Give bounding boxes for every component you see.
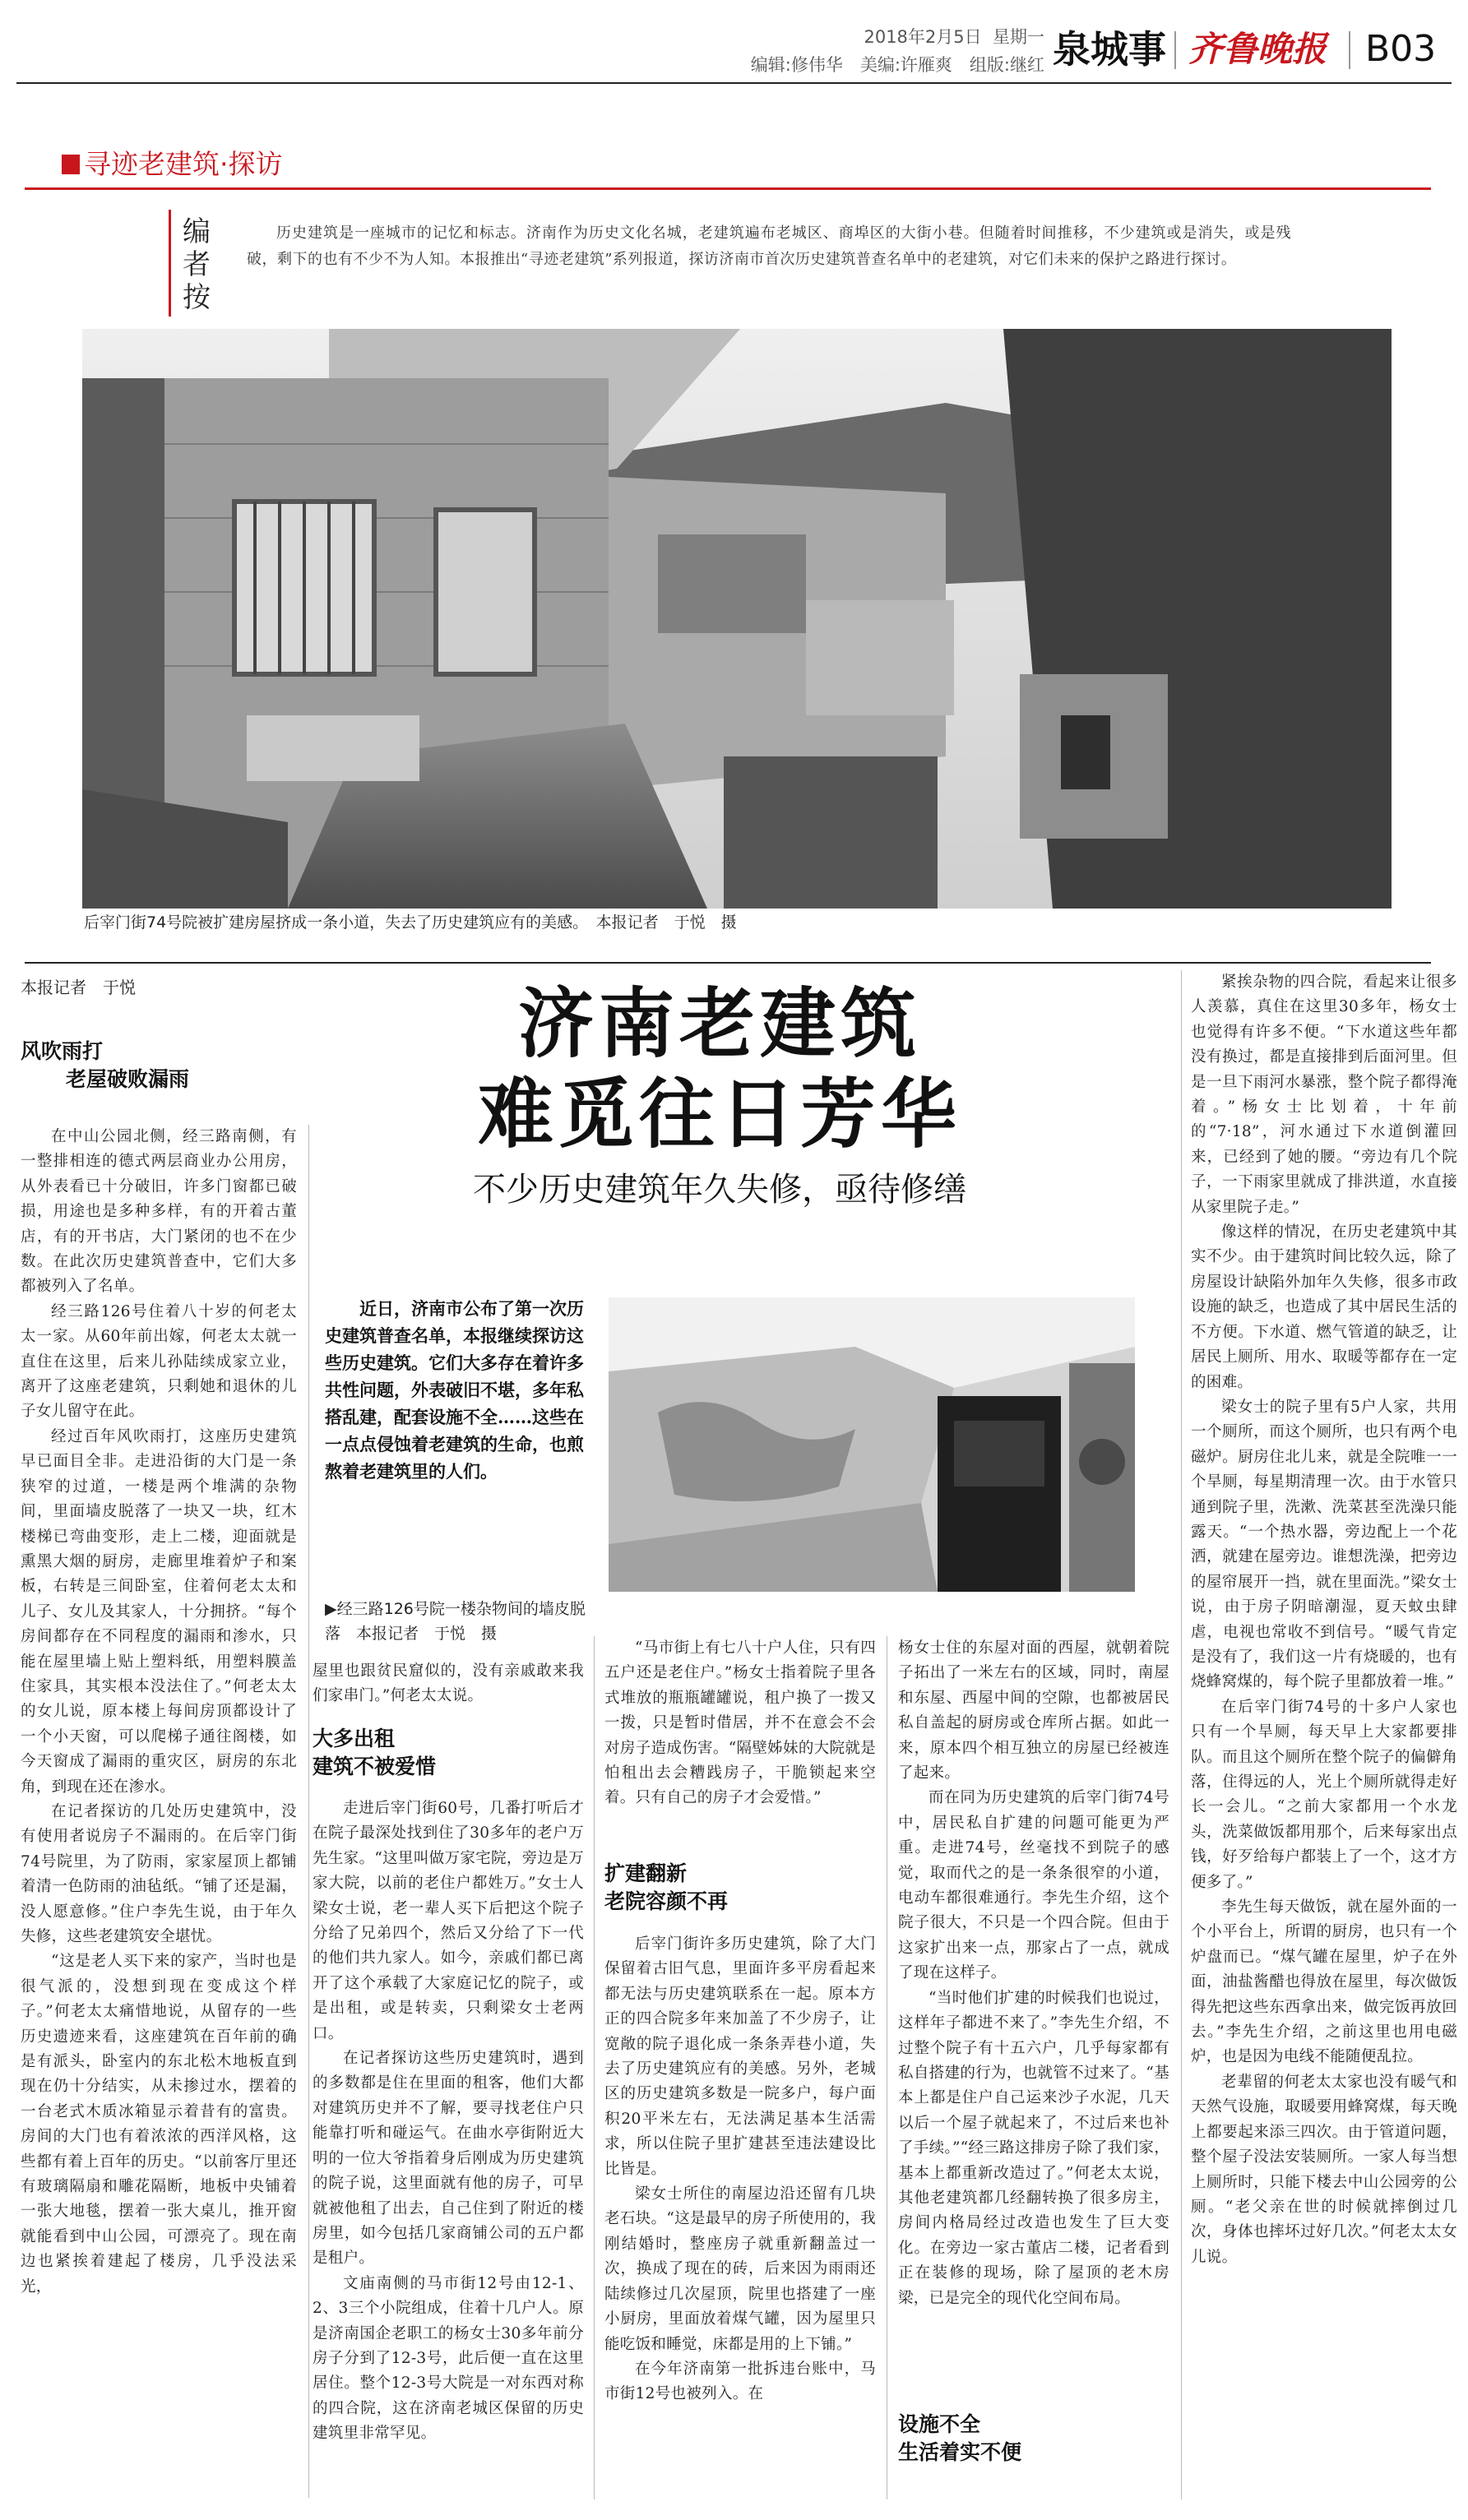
headline-subtitle: 不少历史建筑年久失修，亟待修缮 [473, 1171, 966, 1209]
column-rule [25, 187, 1431, 190]
byline: 本报记者 于悦 [21, 978, 136, 997]
paragraph: 梁女士所住的南屋边沿还留有几块老石块。“这是最早的房子所使用的，我刚结婚时，整座房子就重新翻盖过一次，换成了现在的砖，后来因为雨雨还陆续修过几次屋顶，院里也搭建了一座小厨房，里面放着煤气罐，因为屋里只能吃饭和睡觉，床都是用的上下铺。” [604, 2185, 876, 2353]
paragraph: 在记者探访这些历史建筑时，遇到的多数都是住在里面的租客，他们大都对建筑历史并不了解，要寻找老住户只能靠打听和碰运气。在曲水亭街附近大明的一位大爷指着身后刚成为历史建筑的院子说，这里面就有他的房子，可早就被他租了出去，自己住到了附近的楼房里，如今包括几家商铺公司的五户都是租户。 [313, 2050, 584, 2268]
paragraph: 在记者探访的几处历史建筑中，没有使用者说房子不漏雨的。在后宰门街74号院里，为了防雨，家家屋顶上都铺着清一色防雨的油毡纸。“铺了还是漏，没人愿意修。”住户李先生说，由于年久失修，这些老建筑安全堪忧。 [21, 1802, 297, 1945]
peeling-wall-illustration [609, 1297, 1135, 1592]
editor-note-text: 历史建筑是一座城市的记忆和标志。济南作为历史文化名城，老建筑遍布老城区、商埠区的大街小巷。但随着时间推移，不少建筑或是消失，或是残破，剩下的也有不少不为人知。本报推出“寻迹老建筑”系列报道，探访济南市首次历史建筑普查名单中的老建筑，对它们未来的保护之路进行探讨。 [247, 224, 1291, 268]
article-column-2 [313, 1796, 584, 2499]
paragraph: “当时他们扩建的时候我们也说过，这样年子都进不来了。”李先生介绍，不过整个院子有十五六户，几乎每家都有私自搭建的行为，也就管不过来了。“基本上都是住户自己运来沙子水泥，几天以后一个屋子就起来了，不过后来也补了手续。”“经三路这排房子除了我们家，基本上都重新改造过了。”何老太太说，其他老建筑都几经翻转换了很多房主，房间内格局经过改造也发生了巨大变化。在旁边一家古董店二楼，记者看到正在装修的现场，除了屋顶的老木房梁，已是完全的现代化空间布局。 [898, 1989, 1169, 2307]
paragraph: 后宰门街许多历史建筑，除了大门保留着古旧气息，里面许多平房看起来都无法与历史建筑联系在一起。原本方正的四合院多年来加盖了不少房子，让宽敞的院子退化成一条条弄巷小道，失去了历史建筑应有的美感。另外，老城区的历史建筑多数是一院多户，每户面积20平米左右，无法满足基本生活需求，所以住院子里扩建甚至违法建设比比皆是。 [604, 1935, 876, 2178]
column-rule [1181, 970, 1182, 2499]
divider [1174, 31, 1176, 69]
paragraph: “这是老人买下来的家产，当时也是很气派的，没想到现在变成这个样子。”何老太太痛惜地说，从留存的一些历史遗迹来看，这座建筑在百年前的确是有派头，卧室内的东北松木地板直到现在仍十分结实，从未掺过水，摆着的一台老式木质冰箱显示着昔有的富贵。房间的大门也有着浓浓的西洋风格，这些都有着上百年的历史。“以前客厅里还有玻璃隔扇和雕花隔断，地板中央铺着一张大地毯，摆着一张大桌儿，推开窗就能看到中山公园，可漂亮了。现在南边也紧挨着建起了楼房，几乎没法采光， [21, 1953, 297, 2296]
issue-date: 2018年2月5日 星期一 [864, 27, 1044, 47]
main-photo [82, 329, 1392, 909]
lead-paragraph: 近日，济南市公布了第一次历史建筑普查名单，本报继续探访这些历史建筑。它们大多存在着许多共性问题，外表破旧不堪，多年私搭乱建，配套设施不全……这些在一点点侵蚀着老建筑的生命，也煎熬着老建筑里的人们。 [325, 1298, 584, 1482]
subhead-rent-a: 大多出租 [313, 1727, 396, 1750]
subhead-rent-b: 建筑不被爱惜 [313, 1755, 437, 1778]
subhead-facilities-b: 生活着实不便 [898, 2440, 1022, 2464]
section-title: 泉城事 [1053, 27, 1166, 72]
paragraph: 像这样的情况，在历史老建筑中其实不少。由于建筑时间比较久远，除了房屋设计缺陷外加年久失修，很多市政设施的缺乏，也造成了其中居民生活的不方便。下水道、燃气管道的缺乏，让居民上厕所、用水、取暖等都存在一定的困难。 [1191, 1223, 1457, 1391]
paragraph: 屋里也跟贫民窟似的，没有亲戚敢来我们家串门。”何老太太说。 [313, 1662, 584, 1705]
page-number: B03 [1365, 28, 1437, 70]
main-photo-caption: 后宰门街74号院被扩建房屋挤成一条小道，失去了历史建筑应有的美感。 本报记者 于悦 摄 [84, 913, 737, 932]
newspaper-logo: 齐鲁晚报 [1188, 29, 1327, 69]
section-rule [25, 962, 1431, 964]
column-rule [594, 1636, 595, 2499]
paragraph: 紧挨杂物的四合院，看起来让很多人羡慕，真住在这里30多年，杨女士也觉得有许多不便。“下水道这些年都没有换过，都是直接排到后面河里。但是一旦下雨河水暴涨，整个院子都得淹着。”杨女士比划着，十年前的“7·18”，河水通过下水道倒灌回来，已经到了她的腰。“旁边有几个院子，一下雨家里就成了排洪道，水直接从家里院子走。” [1191, 973, 1457, 1216]
subhead-expand-a: 扩建翻新 [604, 1861, 688, 1885]
subhead-expand-b: 老院容颜不再 [604, 1889, 729, 1913]
small-photo [609, 1297, 1135, 1592]
headline-line-2: 难觅往日芳华 [477, 1070, 961, 1158]
paragraph: 在中山公园北侧，经三路南侧，有一整排相连的德式两层商业办公用房，从外表看已十分破旧，许多门窗都已破损，用途也是多种多样，有的开着古董店，有的开书店，大门紧闭的也不在少数。在此次历史建筑普查中，它们大多都被列入了名单。 [21, 1128, 297, 1296]
article-column-3-top [604, 1636, 876, 1862]
paragraph: 文庙南侧的马市街12号由12-1、2、3三个小院组成，住着十几户人。原是济南国企老职工的杨女士30多年前分房子分到了12-3号，此后便一直在这里居住。整个12-3号大院是一对东西对称的四合院，这在济南老城区保留的历史建筑里非常罕见。 [313, 2274, 584, 2443]
subhead-weather-b: 老屋破败漏雨 [66, 1067, 190, 1091]
small-photo-caption: ▶经三路126号院一楼杂物间的墙皮脱落 本报记者 于悦 摄 [325, 1600, 586, 1643]
article-column-5 [1191, 970, 1457, 2499]
paragraph: 走进后宰门街60号，几番打听后才在院子最深处找到住了30多年的老户万先生家。“这里叫做万家宅院，旁边是万家大院，以前的老住户都姓万。”女士人梁女士说，老一辈人买下后把这个院子分给了兄弟四个，然后又分给了下一代的他们共九家人。如今，亲戚们都已离开了这个承载了大家庭记忆的院子，或是出租，或是转卖，只剩梁女士老两口。 [313, 1800, 584, 2042]
article-column-2-top [313, 1659, 584, 1725]
paragraph: 杨女士住的东屋对面的西屋，就朝着院子拓出了一米左右的区域，同时，南屋和东屋、西屋中间的空隙，也都被居民私自盖起的厨房或仓库所占据。如此一来，原本四个相互独立的房屋已经被连了起来。 [898, 1639, 1169, 1782]
subhead-facilities-a: 设施不全 [898, 2412, 981, 2436]
headline-line-1: 济南老建筑 [517, 980, 921, 1068]
editor-credits: 编辑:修伟华 美编:许雁爽 组版:继红 [750, 55, 1044, 75]
divider [1349, 31, 1350, 69]
paragraph: 经三路126号住着八十岁的何老太太一家。从60年前出嫁，何老太太就一直住在这里，后来儿孙陆续成家立业，离开了这座老建筑，只剩她和退休的儿子女儿留守在此。 [21, 1302, 297, 1421]
editor-note-label: 编者按 [183, 215, 211, 314]
paragraph: 李先生每天做饭，就在屋外面的一个小平台上，所谓的厨房，也只有一个炉盘而已。“煤气罐在屋里，炉子在外面，油盐酱醋也得放在屋里，每次做饭得先把这些东西拿出来，做完饭再放回去。”李先生介绍，之前这里也用电磁炉，也是因为电线不能随便乱拉。 [1191, 1898, 1457, 2066]
article-column-1 [21, 1125, 297, 2498]
article-column-4 [898, 1636, 1169, 2401]
paragraph: “马市街上有七八十户人住，只有四五户还是老住户。”杨女士指着院子里各式堆放的瓶瓶罐罐说，租户换了一拨又一拨，只是暂时借居，并不在意会不会对房子造成伤害。“隔壁姊妹的大院就是怕租出去会糟践房子，干脆锁起来空着。只有自己的房子才会爱惜。” [604, 1639, 876, 1807]
paragraph: 经过百年风吹雨打，这座历史建筑早已面目全非。走进沿街的大门是一条狭窄的过道，一楼是两个堆满的杂物间，里面墙皮脱落了一块又一块，红木楼梯已弯曲变形，走上二楼，迎面就是熏黑大烟的厨房，走廊里堆着炉子和案板，右转是三间卧室，住着何老太太和儿子、女儿及其家人，十分拥挤。“每个房间都存在不同程度的漏雨和渗水，只能在屋里墙上贴上塑料纸，用塑料膜盖住家具，其实根本没法住了。”何老太太的女儿说，原本楼上每间房顶都设计了一个小天窗，可以爬梯子通往阁楼，如今天窗成了漏雨的重灾区，厨房的东北角，到现在还在渗水。 [21, 1427, 297, 1796]
article-column-3 [604, 1932, 876, 2499]
subhead-weather-a: 风吹雨打 [21, 1039, 104, 1063]
header-rule [16, 82, 1452, 84]
column-marker [62, 155, 80, 174]
paragraph: 在今年济南第一批拆违台账中，马市街12号也被列入。在 [604, 2360, 876, 2403]
paragraph: 而在同为历史建筑的后宰门街74号中，居民私自扩建的问题可能更为严重。走进74号，丝毫找不到院子的感觉，取而代之的是一条条很窄的小道，电动车都很难通行。李先生介绍，这个院子很大，不只是一个四合院。但由于这家扩出来一点，那家占了一点，就成了现在这样子。 [898, 1789, 1169, 1982]
column-rule [308, 1125, 309, 2498]
paragraph: 老辈留的何老太太家也没有暖气和天然气设施，取暖要用蜂窝煤，每天晚上都要起来添三四次。由于管道问题，整个屋子没法安装厕所。一家人每当想上厕所时，只能下楼去中山公园旁的公厕。“老父亲在世的时候就摔倒过几次，身体也摔坏过好几次。”何老太太女儿说。 [1191, 2073, 1457, 2266]
paragraph: 在后宰门街74号的十多户人家也只有一个旱厕，每天早上大家都要排队。而且这个厕所在整个院子的偏僻角落，住得远的人，光上个厕所就得走好长一会儿。“之前大家都用一个水龙头，洗菜做饭都用那个，后来每家出点钱，好歹给每户都装上了一个，这才方便多了。” [1191, 1698, 1457, 1891]
column-label: 寻迹老建筑·探访 [84, 148, 283, 180]
paragraph: 梁女士的院子里有5户人家，共用一个厕所，而这个厕所，也只有两个电磁炉。厨房住北儿来，就是全院唯一一个旱厕，每星期清理一次。由于水管只通到院子里，洗漱、洗菜甚至洗澡只能露天。“一个热水器，旁边配上一个花洒，就建在屋旁边。谁想洗澡，把旁边的屋帘展开一挡，就在里面洗。”梁女士说，由于房子阴暗潮湿，夏天蚊虫肆虐，电视也常收不到信号。“暖气肯定是没有了，我们这一片有烧暖的，也有烧蜂窝煤的，每个院子里都放着一堆。” [1191, 1398, 1457, 1691]
courtyard-photo-illustration [82, 329, 1392, 909]
